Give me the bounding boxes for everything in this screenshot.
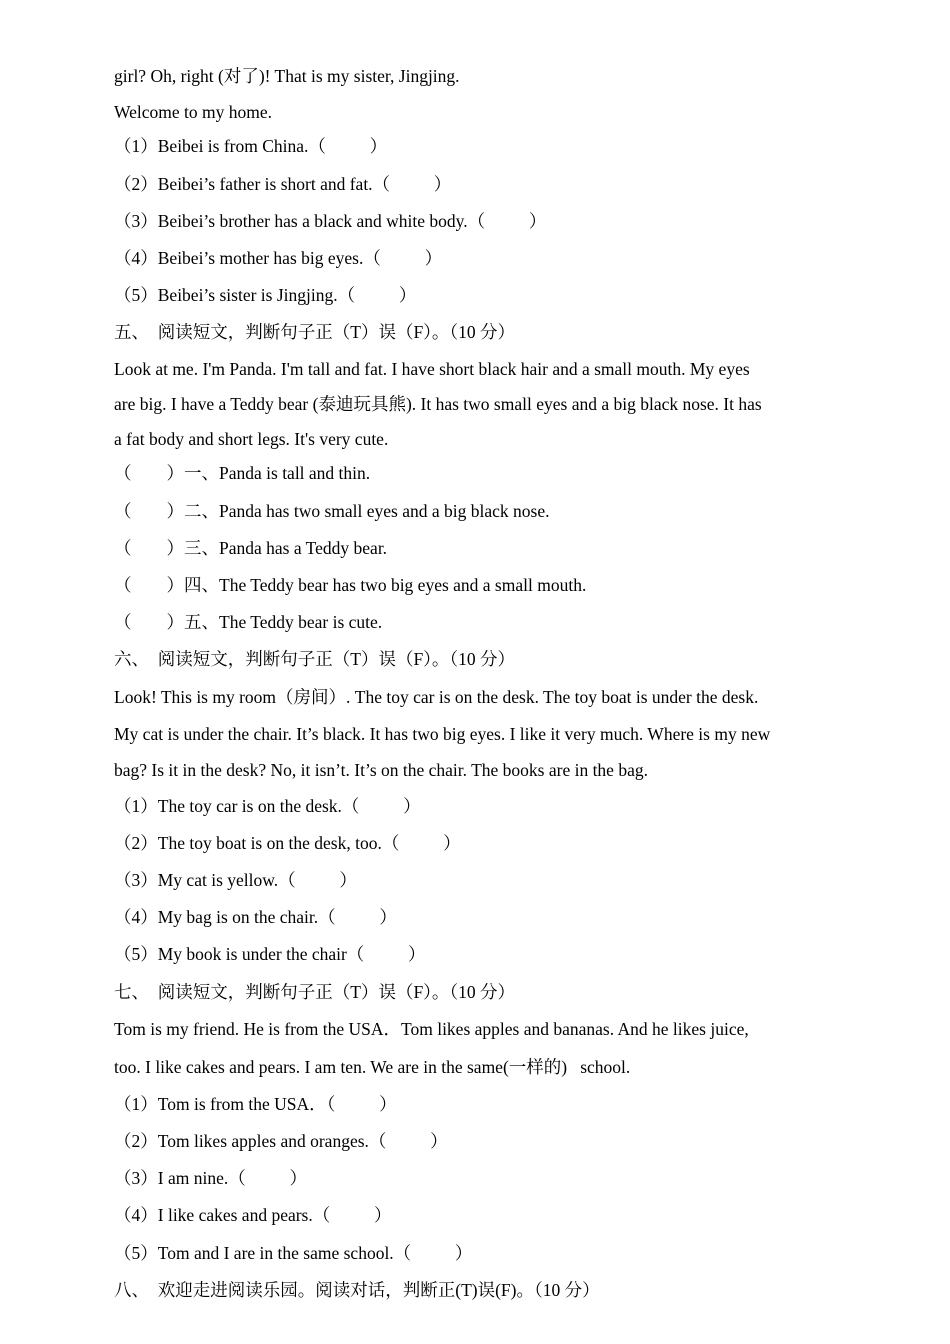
passage-line: My cat is under the chair. It’s black. It has two big eyes. I like it very much. Where is my new <box>114 724 771 744</box>
question-item: （5）Beibei’s sister is Jingjing.（ ） <box>114 285 417 305</box>
passage-line: a fat body and short legs. It's very cute. <box>114 429 389 449</box>
question-item: （3）Beibei’s brother has a black and white body.（ ） <box>114 211 547 231</box>
question-item: （5）My book is under the chair（ ） <box>114 944 426 964</box>
passage-line: Look! This is my room（房间）. The toy car is on the desk. The toy boat is under the desk. <box>114 687 759 707</box>
question-item: （ ）一、Panda is tall and thin. <box>114 463 371 483</box>
question-item: （ ）三、Panda has a Teddy bear. <box>114 538 388 558</box>
passage-line: girl? Oh, right (对了)! That is my sister, Jingjing. <box>114 66 460 86</box>
passage-line: too. I like cakes and pears. I am ten. We are in the same(一样的) school. <box>114 1057 631 1077</box>
question-item: （3）My cat is yellow.（ ） <box>114 870 357 890</box>
question-item: （1）Beibei is from China.（ ） <box>114 136 388 156</box>
passage-line: Look at me. I'm Panda. I'm tall and fat. I have short black hair and a small mouth. My eyes <box>114 359 750 379</box>
question-item: （4）Beibei’s mother has big eyes.（ ） <box>114 248 443 268</box>
question-item: （1）The toy car is on the desk.（ ） <box>114 796 421 816</box>
passage-line: Welcome to my home. <box>114 102 272 122</box>
section-heading: 六、 阅读短文，判断句子正（T）误（F）。（10 分） <box>114 649 516 669</box>
question-item: （2）Beibei’s father is short and fat.（ ） <box>114 174 452 194</box>
question-item: （ ）二、Panda has two small eyes and a big black nose. <box>114 501 550 521</box>
question-item: （2）The toy boat is on the desk, too.（ ） <box>114 833 461 853</box>
question-item: （1）Tom is from the USA．（ ） <box>114 1094 397 1114</box>
section-heading: 八、 欢迎走进阅读乐园。阅读对话，判断正(T)误(F)。（10 分） <box>114 1280 600 1300</box>
question-item: （4）I like cakes and pears.（ ） <box>114 1205 392 1225</box>
section-heading: 五、 阅读短文，判断句子正（T）误（F）。（10 分） <box>114 322 516 342</box>
passage-line: Tom is my friend. He is from the USA．Tom likes apples and bananas. And he likes juice, <box>114 1019 749 1039</box>
passage-line: are big. I have a Teddy bear (泰迪玩具熊). It has two small eyes and a big black nose. It has <box>114 394 762 414</box>
section-heading: 七、 阅读短文，判断句子正（T）误（F）。（10 分） <box>114 982 516 1002</box>
question-item: （3）I am nine.（ ） <box>114 1168 307 1188</box>
question-item: （ ）四、The Teddy bear has two big eyes and a small mouth. <box>114 575 587 595</box>
question-item: （ ）五、The Teddy bear is cute. <box>114 612 383 632</box>
passage-line: bag? Is it in the desk? No, it isn’t. It’s on the chair. The books are in the bag. <box>114 760 648 780</box>
question-item: （2）Tom likes apples and oranges.（ ） <box>114 1131 448 1151</box>
question-item: （5）Tom and I are in the same school.（ ） <box>114 1243 473 1263</box>
question-item: （4）My bag is on the chair.（ ） <box>114 907 397 927</box>
